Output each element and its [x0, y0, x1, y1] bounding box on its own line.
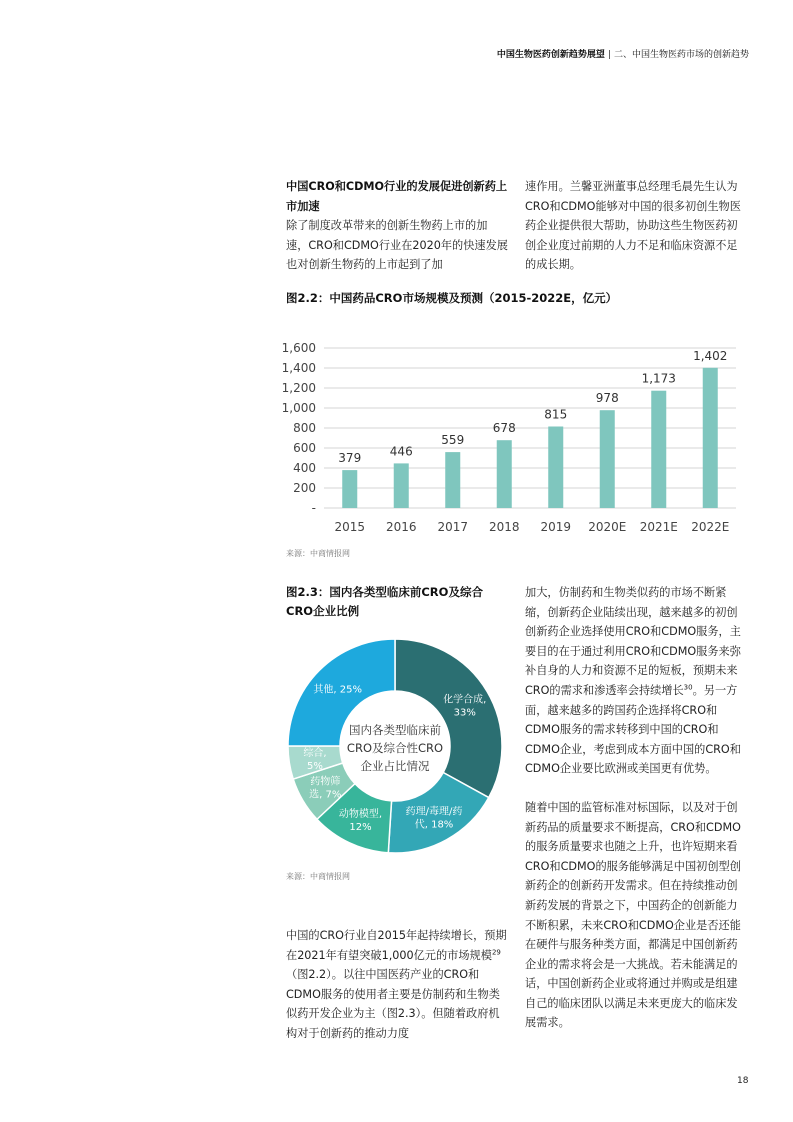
right-paragraph-2: 随着中国的监管标准对标国际，以及对于创新药品的质量要求不断提高，CRO和CDMO的服务质量要求也随之上升，也许短期来看CRO和CDMO的服务能够满足中国初创型创新药企的创新药开发需求。但在持续推动创新药发展的背景之下，中国药企的创新能力不断积累，未来CRO和CDMO企业是否还能在硬件与服务种类方面，都满足中国创新药企业的需求将会是一大挑战。若未能满足的话，中国创新药企业或将通过并购或是组建自己的临床团队以满足未来更庞大的临床发展需求。 [525, 800, 741, 1030]
intro-left-column [286, 177, 508, 275]
y-tick-label: 800 [293, 421, 316, 435]
x-tick-label: 2022E [691, 520, 730, 534]
bar [548, 427, 563, 509]
data-label: 1,402 [693, 348, 728, 363]
slice-label: 5% [307, 761, 323, 773]
data-label: 1,173 [641, 371, 676, 386]
data-label: 446 [389, 444, 413, 459]
left-bottom-text: 中国的CRO行业自2015年起持续增长，预期在2021年有望突破1,000亿元的市场规模 [286, 929, 507, 962]
intro-paragraph-left: 除了制度改革带来的创新生物药上市的加速，CRO和CDMO行业在2020年的快速发展也对创新生物药的上市起到了加 [286, 219, 508, 272]
slice-label: 药理/毒理/药 [405, 806, 463, 818]
footnote-30: 30 [683, 683, 693, 692]
y-tick-label: 1,000 [281, 401, 316, 415]
bar [342, 470, 357, 508]
bar [651, 391, 666, 508]
left-bottom-end: （图2.2）。以往中国医药产业的CRO和CDMO服务的使用者主要是仿制药和生物类似药开发企业为主（图2.3）。但随着政府机构对于创新药的推动力度 [286, 968, 500, 1040]
data-label: 678 [492, 421, 516, 436]
footnote-29: 29 [491, 947, 501, 956]
cro-type-donut-chart [282, 633, 508, 859]
y-tick-label: - [311, 501, 316, 515]
slice-label: 33% [453, 707, 476, 719]
figure-2-3-title: 图2.3：国内各类型临床前CRO及综合CRO企业比例 [286, 585, 483, 618]
x-tick-label: 2021E [639, 520, 678, 534]
right-column [525, 583, 747, 1033]
x-tick-label: 2018 [488, 520, 520, 534]
donut-center-label: 企业占比情况 [360, 759, 430, 773]
intro-right-column [525, 177, 747, 275]
figure-2-2-title: 图2.2：中国药品CRO市场规模及预测（2015-2022E，亿元） [286, 291, 618, 305]
section-heading: 中国CRO和CDMO行业的发展促进创新药上市加速 [286, 180, 508, 213]
y-tick-label: 1,600 [281, 341, 316, 355]
bar [703, 368, 718, 508]
slice-label: 综合, [303, 748, 327, 760]
right-paragraph-1-end: 。另一方面，越来越多的跨国药企选择将CRO和CDMO服务的需求转移到中国的CRO和CDMO企业，考虑到成本方面中国的CRO和CDMO企业要比欧洲或美国更有优势。 [525, 683, 741, 776]
slice-label: 动物模型, [338, 808, 383, 820]
y-tick-label: 400 [293, 461, 316, 475]
x-tick-label: 2015 [334, 520, 366, 534]
x-tick-label: 2017 [437, 520, 469, 534]
bar [445, 452, 460, 508]
figure-2-3-source: 来源：中商情报网 [286, 872, 350, 881]
y-tick-label: 1,200 [281, 381, 316, 395]
data-label: 815 [544, 407, 568, 422]
left-bottom-column [286, 926, 508, 1044]
bar [394, 463, 409, 508]
data-label: 379 [338, 451, 362, 466]
figure-2-2-source: 来源：中商情报网 [286, 549, 350, 558]
right-paragraph-1-text: 加大，仿制药和生物类似药的市场不断紧缩，创新药企业陆续出现，越来越多的初创创新药企业选择使用CRO和CDMO服务，主要目的在于通过利用CRO和CDMO服务来弥补自身的人力和资源不足的短板，预期未来CRO的需求和渗透率会持续增长 [525, 586, 741, 697]
y-tick-label: 600 [293, 441, 316, 455]
slice-label: 12% [349, 821, 372, 833]
donut-center-label: 国内各类型临床前 [349, 723, 441, 737]
x-tick-label: 2019 [540, 520, 572, 534]
donut-center-label: CRO及综合性CRO [346, 741, 444, 755]
header-separator: | [607, 50, 611, 60]
slice-label: 药物筛 [310, 776, 341, 788]
y-tick-label: 1,400 [281, 361, 316, 375]
slice-label: 选, 7% [309, 789, 342, 801]
donut-slice [395, 639, 502, 798]
data-label: 559 [441, 433, 465, 448]
y-tick-label: 200 [293, 481, 316, 495]
x-tick-label: 2020E [588, 520, 627, 534]
slice-label: 其他, 25% [313, 684, 363, 696]
header-title: 中国生物医药创新趋势展望 [496, 50, 605, 60]
slice-label: 代, 18% [414, 819, 454, 831]
slice-label: 化学合成, [443, 694, 487, 706]
data-label: 978 [595, 391, 619, 406]
page-number: 18 [737, 1076, 749, 1086]
x-tick-label: 2016 [385, 520, 417, 534]
header-subtitle: 二、中国生物医药市场的创新趋势 [613, 50, 749, 60]
right-paragraph-1 [525, 583, 747, 779]
bar [497, 440, 512, 508]
intro-paragraph-right: 速作用。兰馨亚洲董事总经理毛晨先生认为CRO和CDMO能够对中国的很多初创生物医药企业提供很大帮助，协助这些生物医药初创企业度过前期的人力不足和临床资源不足的成长期。 [525, 180, 741, 272]
cro-market-bar-chart [276, 332, 746, 544]
running-header [497, 47, 749, 60]
bar [600, 410, 615, 508]
left-bottom-paragraph [286, 926, 508, 1044]
